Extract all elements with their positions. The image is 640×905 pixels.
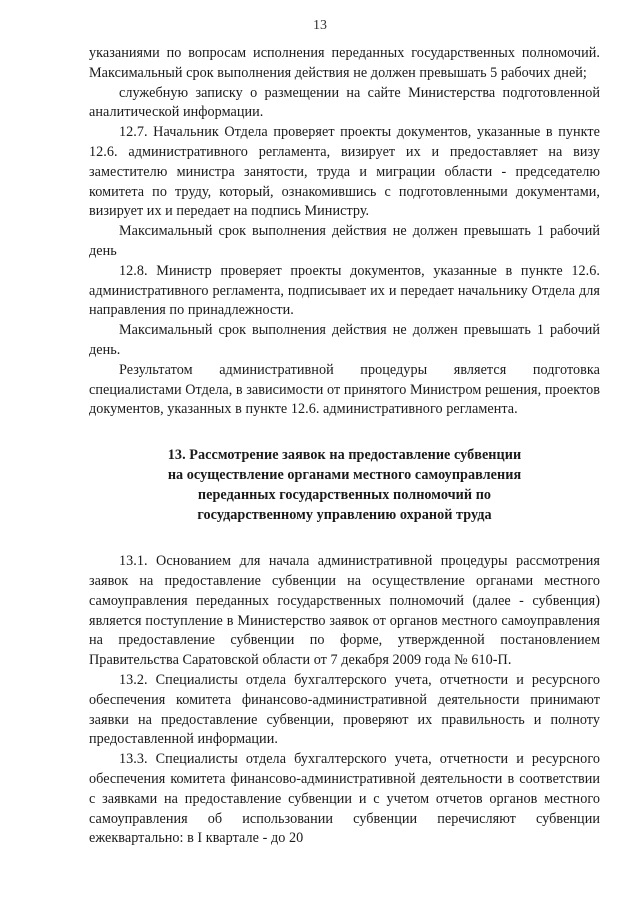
section-heading-line: переданных государственных полномочий по <box>197 487 492 504</box>
section-heading-line: государственному управлению охраной труда <box>197 507 492 524</box>
paragraph: 12.8. Министр проверяет проекты документов, указанные в пункте 12.6. административного регламента, подписывает их и передает начальнику Отдела для направления по принадлежности. <box>89 262 600 319</box>
paragraph: Максимальный срок выполнения действия не должен превышать 1 рабочий день. <box>89 322 600 358</box>
section-heading-line: на осуществление органами местного самоуправления <box>167 467 522 484</box>
paragraph: указаниями по вопросам исполнения переданных государственных полномочий. Максимальный срок выполнения действия не должен превышать 5 рабочих дней; <box>89 45 600 81</box>
document-body <box>89 44 600 849</box>
section-heading-line: 13. Рассмотрение заявок на предоставление субвенции <box>167 447 522 464</box>
paragraph: 13.1. Основанием для начала административной процедуры рассмотрения заявок на предоставление субвенции на осуществление органами местного самоуправления переданных государственных полномочий (далее - субвенция) является поступление в Министерство заявок от органов местного самоуправления на предоставление субвенции по форме, утвержденной постановлением Правительства Саратовской области от 7 декабря 2009 года № 610-П. <box>89 553 600 669</box>
paragraph: Максимальный срок выполнения действия не должен превышать 1 рабочий день <box>89 223 600 259</box>
paragraph: 13.2. Специалисты отдела бухгалтерского учета, отчетности и ресурсного обеспечения комитета финансово-административной деятельности принимают заявки на предоставление субвенции, проверяют их правильность и полноту предоставленной информации. <box>89 671 600 748</box>
paragraph: служебную записку о размещении на сайте Министерства подготовленной аналитической информации. <box>89 84 600 121</box>
paragraph: 13.3. Специалисты отдела бухгалтерского учета, отчетности и ресурсного обеспечения комитета финансово-административной деятельности в соответствии с заявками на предоставление субвенции и с учетом отчетов органов местного самоуправления об использовании субвенции перечисляют субвенции ежеквартально: в I квартале - до 20 <box>89 751 600 847</box>
page-number: 13 <box>313 18 327 33</box>
paragraph: Результатом административной процедуры является подготовка специалистами Отдела, в зависимости от принятого Министром решения, проектов документов, указанных в пункте 12.6. административного регламента. <box>89 361 600 418</box>
paragraph: 12.7. Начальник Отдела проверяет проекты документов, указанные в пункте 12.6. административного регламента, визирует их и предоставляет на визу заместителю министра занятости, труда и миграции области - председателю комитета по труду, который, ознакомившись с подготовленными документами, визирует их и передает на подпись Министру. <box>89 124 600 220</box>
section-heading <box>89 445 600 525</box>
